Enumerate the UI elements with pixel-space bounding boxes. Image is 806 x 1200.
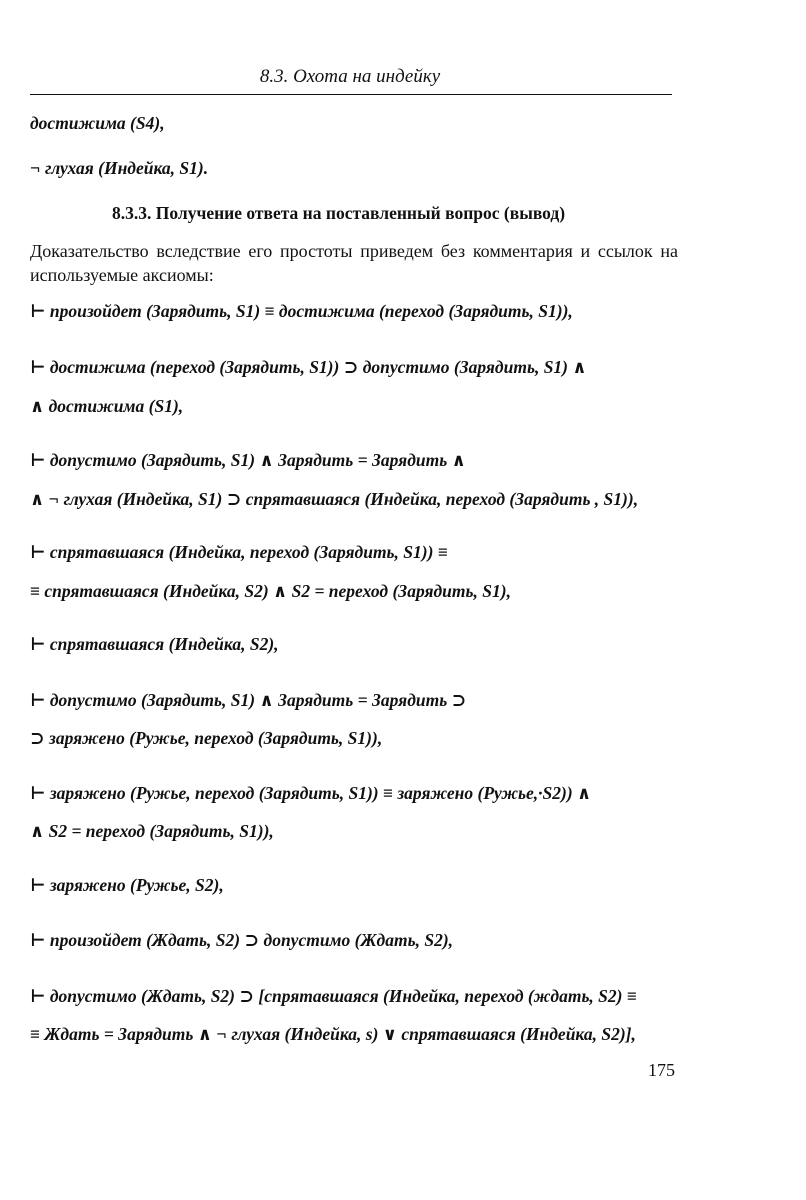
formula-line: ⊢ допустимо (Зарядить, S1) ∧ Зарядить = Зарядить ⊃	[30, 690, 467, 710]
formula-line: ≡ Ждать = Зарядить ∧ ¬ глухая (Индейка, s) ∨ спрятавшаяся (Индейка, S2)],	[30, 1024, 636, 1044]
page-number: 175	[648, 1060, 675, 1080]
formula-line: ⊢ допустимо (Ждать, S2) ⊃ [спрятавшаяся (Индейка, переход (ждать, S2) ≡	[30, 986, 637, 1006]
formula-line: ⊃ заряжено (Ружье, переход (Зарядить, S1)),	[30, 728, 383, 748]
formula-line: ⊢ спрятавшаяся (Индейка, переход (Зарядить, S1)) ≡	[30, 542, 448, 562]
formula-line: ⊢ заряжено (Ружье, S2),	[30, 875, 224, 895]
section-heading: 8.3.3. Получение ответа на поставленный вопрос (вывод)	[112, 203, 566, 223]
formula-line: ⊢ произойдет (Ждать, S2) ⊃ допустимо (Ждать, S2),	[30, 930, 454, 950]
formula-line: ∧ ¬ глухая (Индейка, S1) ⊃ спрятавшаяся (Индейка, переход (Зарядить , S1)),	[30, 489, 639, 509]
formula-line: ∧ S2 = переход (Зарядить, S1)),	[30, 821, 274, 841]
header-rule	[30, 94, 672, 95]
formula-line: ¬ глухая (Индейка, S1).	[30, 158, 209, 178]
formula-line: ⊢ допустимо (Зарядить, S1) ∧ Зарядить = Зарядить ∧	[30, 450, 466, 470]
formula-line: достижима (S4),	[30, 113, 165, 133]
intro-paragraph: Доказательство вследствие его простоты приведем без комментария и ссылок на используемые аксиомы:	[30, 241, 678, 285]
formula-line: ≡ спрятавшаяся (Индейка, S2) ∧ S2 = переход (Зарядить, S1),	[30, 581, 511, 601]
formula-line: ⊢ заряжено (Ружье, переход (Зарядить, S1)) ≡ заряжено (Ружье,·S2)) ∧	[30, 783, 592, 803]
running-header: 8.3. Охота на индейку	[259, 66, 441, 87]
formula-line: ⊢ произойдет (Зарядить, S1) ≡ достижима (переход (Зарядить, S1)),	[30, 301, 573, 321]
formula-line: ⊢ достижима (переход (Зарядить, S1)) ⊃ допустимо (Зарядить, S1) ∧	[30, 357, 587, 377]
formula-line: ⊢ спрятавшаяся (Индейка, S2),	[30, 634, 279, 654]
formula-line: ∧ достижима (S1),	[30, 396, 184, 416]
